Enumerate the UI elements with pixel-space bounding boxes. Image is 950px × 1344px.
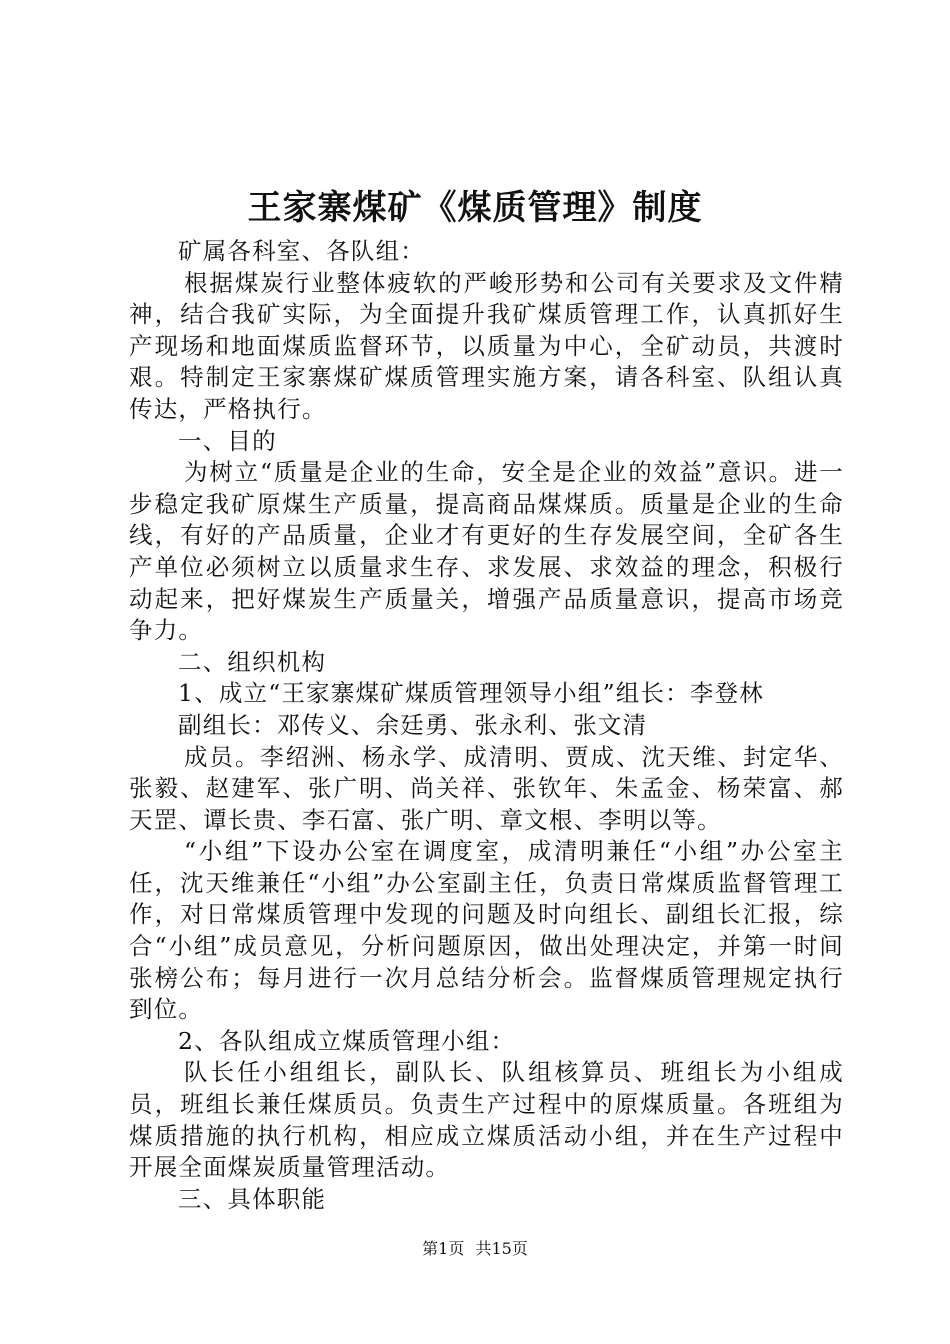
team-groups-line: 2、各队组成立煤质管理小组： xyxy=(178,1026,516,1055)
members-paragraph: 成员。李绍洲、杨永学、成清明、贾成、沈天维、封定华、张毅、赵建军、张广明、尚关祥、张钦年、朱孟金、杨荣富、郝天罡、谭长贵、李石富、张广明、章文根、李明以等。 xyxy=(129,742,844,834)
salutation: 矿属各科室、各队组： xyxy=(178,237,425,265)
intro-paragraph: 根据煤炭行业整体疲软的严峻形势和公司有关要求及文件精神，结合我矿实际，为全面提升我矿煤质管理工作，认真抓好生产现场和地面煤质监督环节，以质量为中心，全矿动员，共渡时艰。特制定王家寨煤矿煤质管理实施方案，请各科室、队组认真传达，严格执行。 xyxy=(129,268,844,423)
section-heading-purpose: 一、目的 xyxy=(178,426,277,455)
document-body xyxy=(129,236,844,1215)
office-paragraph: “小组”下设办公室在调度室，成清明兼任“小组”办公室主任，沈天维兼任“小组”办公室副主任，负责日常煤质监督管理工作，对日常煤质管理中发现的问题及时向组长、副组长汇报，综合“小组”成员意见，分析问题原因，做出处理决定，并第一时间张榜公布；每月进行一次月总结分析会。监督煤质管理规定执行到位。 xyxy=(129,837,844,1024)
purpose-paragraph: 为树立“质量是企业的生命，安全是企业的效益”意识。进一步稳定我矿原煤生产质量，提高商品煤煤质。质量是企业的生命线，有好的产品质量，企业才有更好的生存发展空间，全矿各生产单位必须树立以质量求生存、求发展、求效益的理念，积极行动起来，把好煤炭生产质量关，增强产品质量意识，提高市场竞争力。 xyxy=(129,458,844,645)
page-footer xyxy=(0,1237,950,1261)
document-title: 王家寨煤矿《煤质管理》制度 xyxy=(247,188,703,228)
page-number: 第1页 xyxy=(422,1239,465,1258)
page-total: 共15页 xyxy=(475,1239,528,1258)
section-heading-organization: 二、组织机构 xyxy=(178,647,327,676)
leadership-group-line: 1、成立“王家寨煤矿煤质管理领导小组”组长：李登林 xyxy=(178,679,764,708)
section-heading-functions: 三、具体职能 xyxy=(178,1184,327,1213)
deputy-leaders-line: 副组长：邓传义、余廷勇、张永利、张文清 xyxy=(178,710,648,739)
team-groups-paragraph: 队长任小组组长，副队长、队组核算员、班组长为小组成员，班组长兼任煤质员。负责生产过程中的原煤质量。各班组为煤质措施的执行机构，相应成立煤质活动小组，并在生产过程中开展全面煤炭质量管理活动。 xyxy=(129,1058,844,1182)
